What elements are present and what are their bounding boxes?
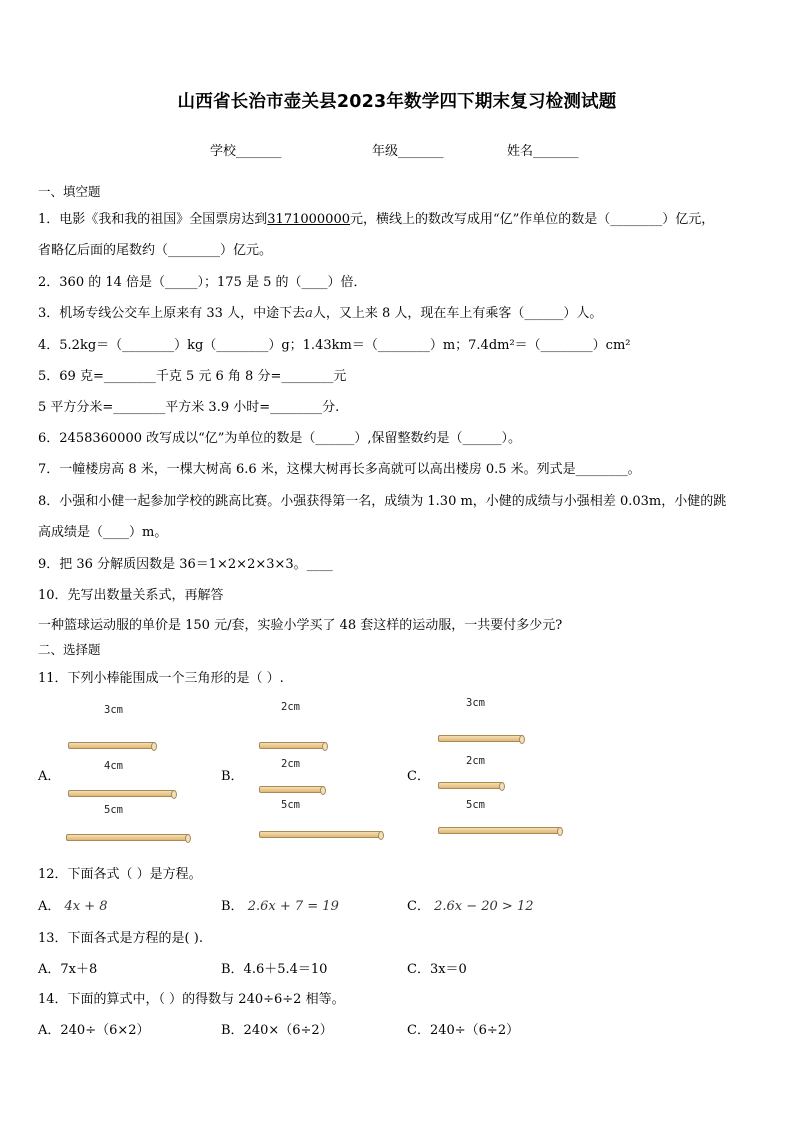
q11-a-stick1-length: 3cm (104, 704, 123, 716)
q12-option-c-expr: 2.6x − 20 > 12 (434, 899, 534, 914)
q11-a-stick3 (66, 834, 190, 841)
q11-option-b-label: B． (221, 769, 244, 784)
q14-option-a: A．240÷（6×2） (38, 1023, 150, 1038)
q11-c-stick1-length: 3cm (466, 697, 485, 709)
section-fill-blank: 一、填空题 (38, 184, 101, 199)
question-3 (38, 302, 764, 321)
school-field: 学校_______ (210, 144, 282, 159)
q13-option-a: A．7x＋8 (38, 962, 98, 977)
q13-option-b: B．4.6＋5.4＝10 (221, 962, 328, 977)
question-7: 7．一幢楼房高 8 米，一棵大树高 6.6 米，这棵大树再长多高就可以高出楼房 0.5 米。列式是________。 (38, 462, 641, 477)
q12-option-b-label: B． (221, 899, 244, 914)
q11-a-stick1 (68, 742, 156, 749)
q11-c-stick3-length: 5cm (466, 799, 485, 811)
q11-b-stick3 (259, 831, 383, 838)
section-multiple-choice: 二、选择题 (38, 642, 101, 657)
q11-c-stick3 (438, 827, 562, 834)
question-10: 10．先写出数量关系式，再解答 (38, 588, 224, 603)
q3-text-pre: 3．机场专线公交车上原来有 33 人，中途下去 (38, 306, 306, 321)
q13-option-c: C．3x＝0 (407, 962, 467, 977)
page-title: 山西省长治市壶关县2023年数学四下期末复习检测试题 (177, 92, 617, 112)
q11-c-stick2-length: 2cm (466, 755, 485, 767)
q14-option-c: C．240÷（6÷2） (407, 1023, 520, 1038)
q11-b-stick3-length: 5cm (281, 799, 300, 811)
question-5: 5．69 克=________千克 5 元 6 角 8 分=________元 (38, 369, 347, 384)
q11-b-stick2 (259, 786, 325, 793)
q3-text-post: 人，又上来 8 人，现在车上有乘客（______）人。 (312, 306, 603, 321)
q12-option-a-label: A． (38, 899, 61, 914)
q1-box-office: 3171000000 (267, 212, 350, 227)
question-6: 6．2458360000 改写成以“亿”为单位的数是（______）,保留整数约是（______）。 (38, 431, 522, 446)
q12-option-c (407, 895, 534, 914)
q11-b-stick1-length: 2cm (281, 701, 300, 713)
grade-field: 年级_______ (372, 144, 444, 159)
question-8-line2: 高成绩是（____）m。 (38, 525, 168, 540)
q3-variable: a (305, 306, 313, 321)
question-5-line2: 5 平方分米=________平方米 3.9 小时=________分. (38, 400, 340, 415)
question-4: 4．5.2kg＝（________）kg（________）g；1.43km＝（________）m；7.4dm²＝（________）cm² (38, 338, 631, 353)
q12-option-a (38, 895, 108, 914)
q11-b-stick1 (259, 742, 327, 749)
question-2: 2．360 的 14 倍是（_____）；175 是 5 的（____）倍． (38, 275, 367, 290)
q14-option-b: B．240×（6÷2） (221, 1023, 333, 1038)
q12-option-b-expr: 2.6x + 7 = 19 (247, 899, 339, 914)
q12-option-b (221, 895, 339, 914)
question-1-line2: 省略亿后面的尾数约（________）亿元。 (38, 243, 273, 258)
q11-option-a-label: A． (38, 769, 61, 784)
q11-c-stick2 (438, 782, 504, 789)
q1-text-mid: 元，横线上的数改写成用“亿”作单位的数是（________）亿元， (350, 212, 715, 227)
question-1 (38, 208, 764, 227)
q11-b-stick2-length: 2cm (281, 758, 300, 770)
q11-a-stick2-length: 4cm (104, 760, 123, 772)
question-13: 13．下面各式是方程的是( ). (38, 931, 203, 946)
question-11: 11．下列小棒能围成一个三角形的是（ ）. (38, 671, 284, 686)
q11-option-c-label: C． (407, 769, 430, 784)
q11-c-stick1 (438, 735, 524, 742)
question-12: 12．下面各式（ ）是方程。 (38, 867, 202, 882)
q12-option-c-label: C． (407, 899, 430, 914)
q1-text-pre: 1．电影《我和我的祖国》全国票房达到 (38, 212, 268, 227)
name-field: 姓名_______ (507, 144, 579, 159)
q11-a-stick3-length: 5cm (104, 804, 123, 816)
question-9: 9．把 36 分解质因数是 36＝1×2×2×3×3。____ (38, 557, 333, 572)
q11-a-stick2 (68, 790, 176, 797)
question-10-line2: 一种篮球运动服的单价是 150 元/套，实验小学买了 48 套这样的运动服，一共要付多少元? (38, 618, 563, 633)
question-8: 8．小强和小健一起参加学校的跳高比赛。小强获得第一名，成绩为 1.30 m，小健的成绩与小强相差 0.03m，小健的跳 (38, 494, 727, 509)
question-14: 14．下面的算式中，（ ）的得数与 240÷6÷2 相等。 (38, 992, 345, 1007)
q12-option-a-expr: 4x + 8 (64, 899, 108, 914)
